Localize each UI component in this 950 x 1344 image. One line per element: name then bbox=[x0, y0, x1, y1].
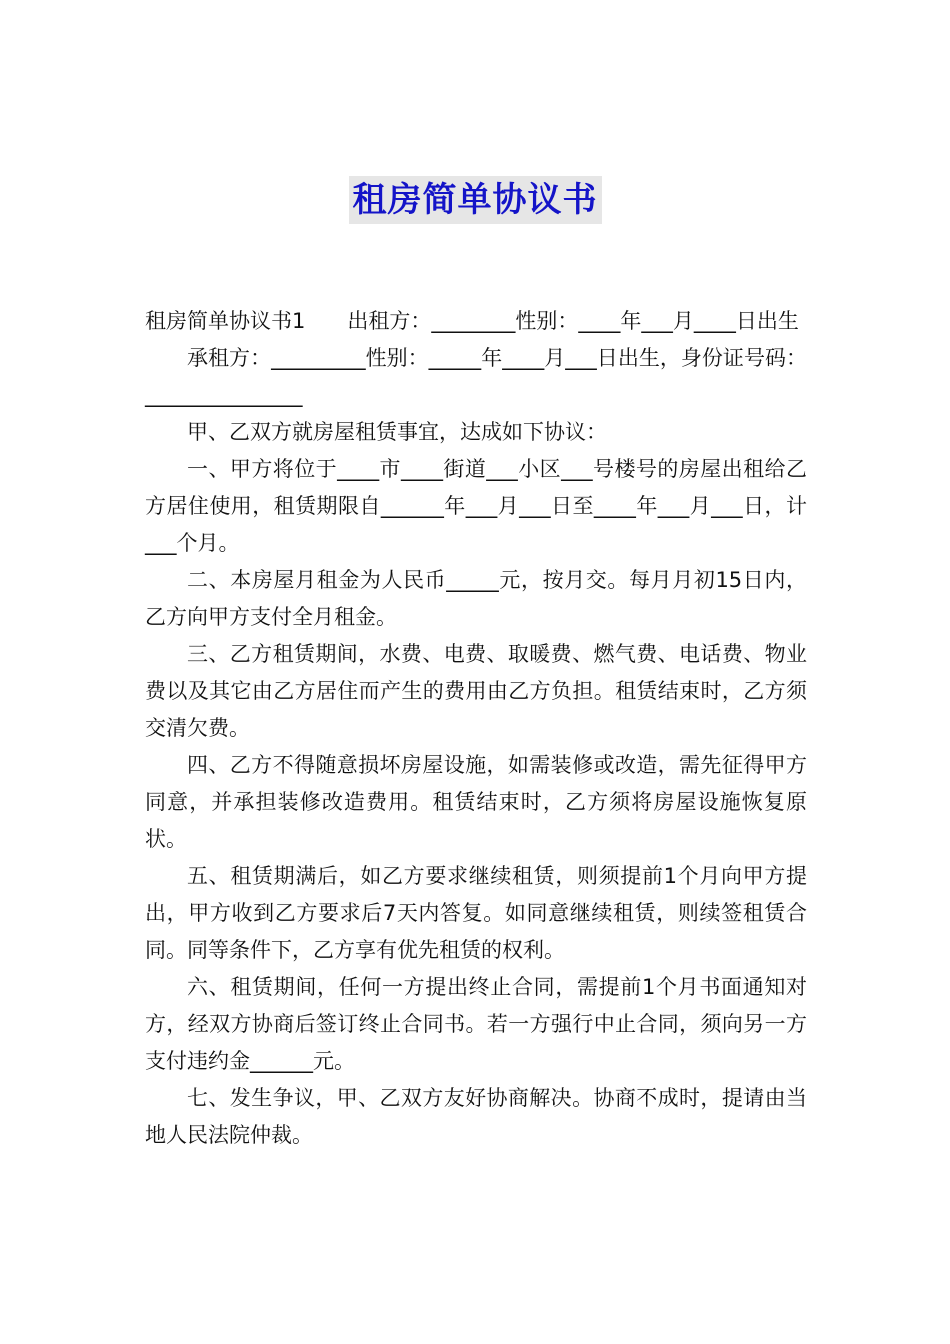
paragraph-agreement: 甲、乙双方就房屋租赁事宜，达成如下协议： bbox=[187, 420, 607, 444]
clause-7: 七、发生争议，甲、乙双方友好协商解决。协商不成时，提请由当地人民法院仲裁。 bbox=[145, 1086, 807, 1147]
title-container bbox=[0, 176, 950, 224]
clause-2: 二、本房屋月租金为人民币_____元，按月交。每月月初15日内，乙方向甲方支付全月租金。 bbox=[145, 568, 807, 629]
clause-6: 六、租赁期间，任何一方提出终止合同，需提前1个月书面通知对方，经双方协商后签订终止合同书。若一方强行中止合同，须向另一方支付违约金______元。 bbox=[145, 975, 807, 1073]
clause-4: 四、乙方不得随意损坏房屋设施，如需装修或改造，需先征得甲方同意，并承担装修改造费用。租赁结束时，乙方须将房屋设施恢复原状。 bbox=[145, 753, 807, 851]
clause-3: 三、乙方租赁期间，水费、电费、取暖费、燃气费、电话费、物业费以及其它由乙方居住而产生的费用由乙方负担。租赁结束时，乙方须交清欠费。 bbox=[145, 642, 807, 740]
document-body bbox=[145, 303, 807, 1154]
clause-5: 五、租赁期满后，如乙方要求继续租赁，则须提前1个月向甲方提出，甲方收到乙方要求后7天内答复。如同意继续租赁，则续签租赁合同。同等条件下，乙方享有优先租赁的权利。 bbox=[145, 864, 807, 962]
paragraph-tenant: 承租方：_________性别：_____年____月___日出生，身份证号码：_______________ bbox=[145, 346, 807, 407]
clause-1: 一、甲方将位于____市____街道___小区___号楼号的房屋出租给乙方居住使用，租赁期限自______年___月___日至____年___月___日，计___个月。 bbox=[145, 457, 807, 555]
paragraph-intro: 租房简单协议书1 出租方：________性别：____年___月____日出生 bbox=[145, 309, 799, 333]
document-title: 租房简单协议书 bbox=[349, 176, 602, 224]
